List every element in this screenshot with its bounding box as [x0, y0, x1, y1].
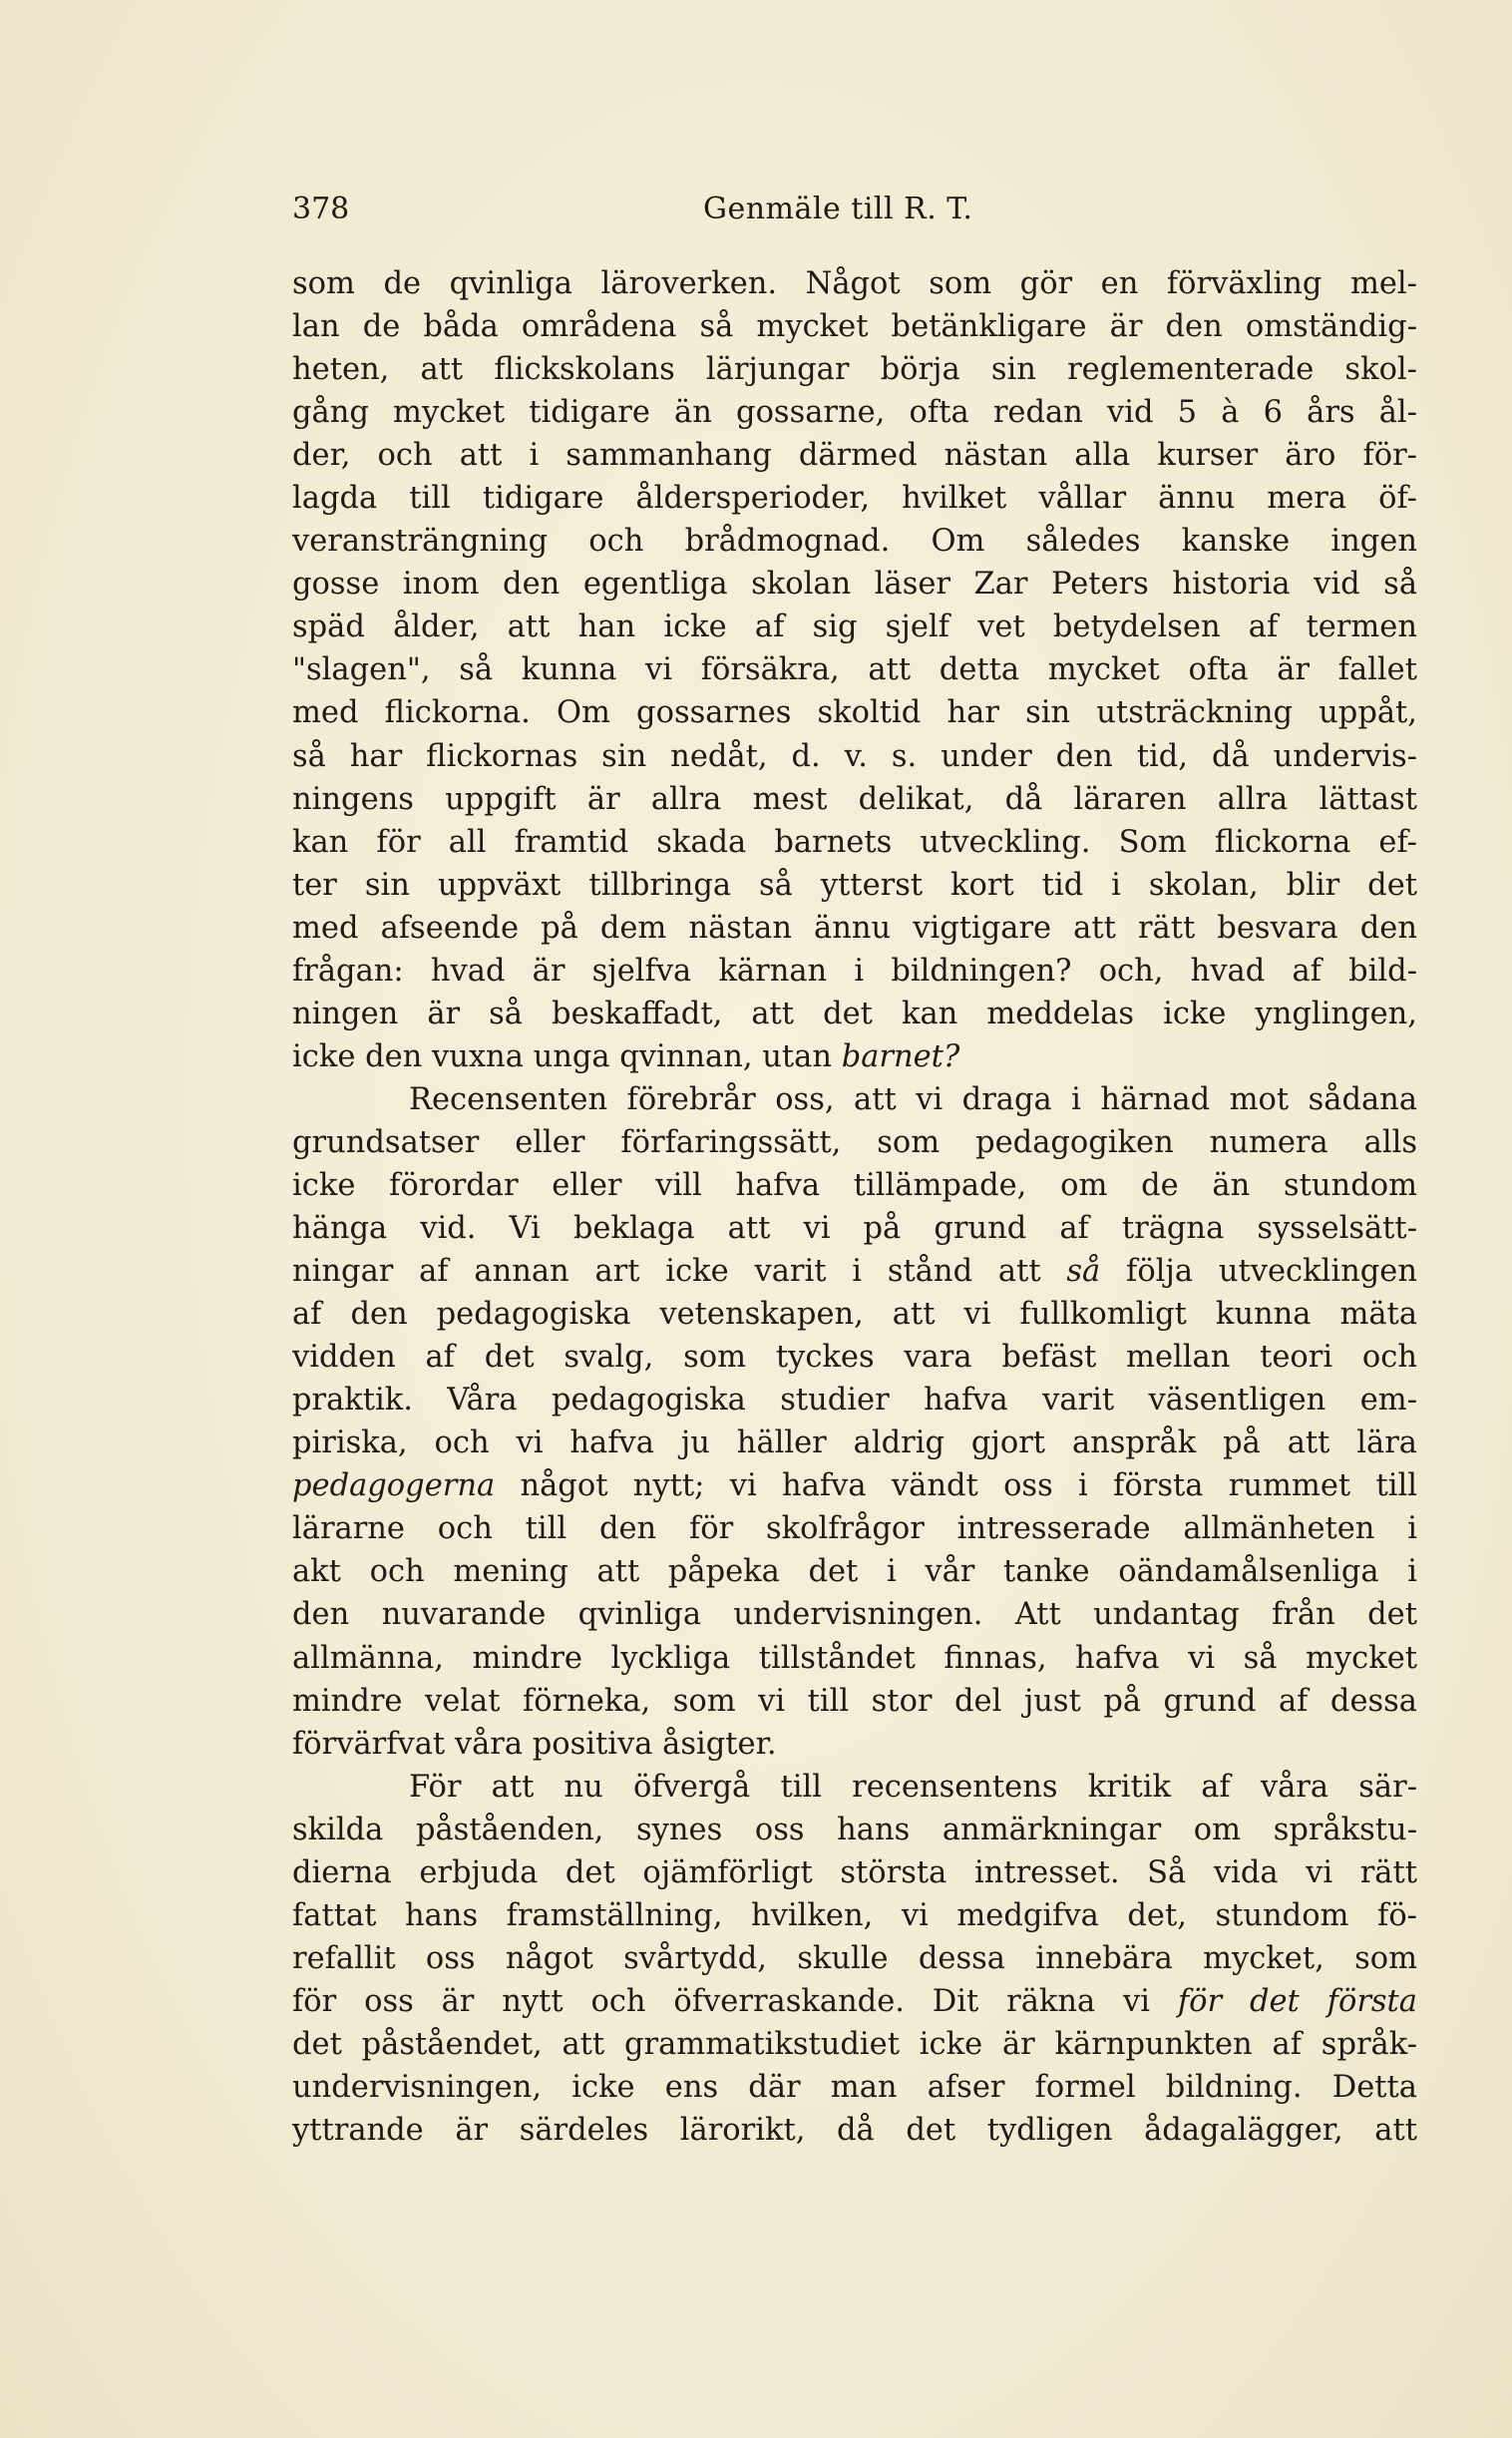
italic-text: pedagogerna [292, 1468, 496, 1504]
text-run: der, och att i sammanhang därmed nästan alla kurser äro för- [292, 438, 1417, 474]
header-gap [292, 239, 1417, 262]
text-run: den nuvarande qvinliga undervisningen. Att undantag från det [292, 1597, 1417, 1633]
text-line [292, 1723, 1417, 1766]
italic-text: för det första [1177, 1983, 1417, 2019]
text-line [292, 1766, 1417, 1809]
text-run: som de qvinliga läroverken. Något som gör en förväxling mel- [292, 266, 1417, 301]
text-run: vidden af det svalg, som tyckes vara befäst mellan teori och [292, 1340, 1417, 1376]
text-line [292, 391, 1417, 434]
text-run: lärarne och till den för skolfrågor intresserade allmänheten i [292, 1511, 1417, 1547]
text-line [292, 1250, 1417, 1293]
text-run: grundsatser eller förfaringssätt, som pedagogiken numera alls [292, 1124, 1417, 1160]
text-line [292, 778, 1417, 821]
text-line [292, 2023, 1417, 2066]
page-text-block [292, 192, 1417, 2152]
text-line [292, 1680, 1417, 1723]
text-line [292, 691, 1417, 734]
text-line [292, 1507, 1417, 1550]
text-line [292, 606, 1417, 648]
text-run: Recensenten förebrår oss, att vi draga i härnad mot sådana [409, 1081, 1417, 1117]
text-line [292, 1293, 1417, 1336]
text-line [292, 2066, 1417, 2109]
text-line [292, 1550, 1417, 1593]
text-run: veransträngning och brådmognad. Om således kanske ingen [292, 524, 1417, 560]
text-line [292, 950, 1417, 993]
text-line [292, 1078, 1417, 1121]
text-run: ningar af annan art icke varit i stånd att [292, 1254, 1067, 1290]
text-line [292, 2109, 1417, 2152]
text-run: ningen är så beskaffadt, att det kan meddelas icke ynglingen, [292, 996, 1417, 1031]
page-number: 378 [292, 192, 350, 226]
text-run: förvärfvat våra positiva åsigter. [292, 1726, 777, 1762]
text-run: af den pedagogiska vetenskapen, att vi fullkomligt kunna mäta [292, 1297, 1417, 1333]
text-run: gosse inom den egentliga skolan läser Zar Peters historia vid så [292, 567, 1417, 603]
text-run: lagda till tidigare åldersperioder, hvilket vållar ännu mera öf- [292, 481, 1417, 517]
text-line [292, 821, 1417, 864]
text-run: för oss är nytt och öfverraskande. Dit räkna vi [292, 1983, 1178, 2019]
text-run: det påståendet, att grammatikstudiet icke är kärnpunkten af språk- [292, 2026, 1417, 2062]
text-line [292, 1422, 1417, 1464]
body-text [292, 262, 1417, 2152]
text-line [292, 907, 1417, 950]
text-line [292, 1809, 1417, 1851]
text-run: späd ålder, att han icke af sig sjelf vet betydelsen af termen [292, 610, 1417, 645]
text-line [292, 993, 1417, 1035]
text-run: icke förordar eller vill hafva tillämpade, om de än stundom [292, 1167, 1417, 1203]
text-run: heten, att flickskolans lärjungar börja sin reglementerade skol- [292, 352, 1417, 388]
text-run: frågan: hvad är sjelfva kärnan i bildningen? och, hvad af bild- [292, 953, 1417, 989]
text-line [292, 1593, 1417, 1636]
text-run: ter sin uppväxt tillbringa så ytterst kort tid i skolan, blir det [292, 867, 1417, 903]
text-run: piriska, och vi hafva ju häller aldrig gjort anspråk på att lära [292, 1425, 1417, 1461]
text-run: ningens uppgift är allra mest delikat, då läraren allra lättast [292, 781, 1417, 817]
text-run: något nytt; vi hafva vändt oss i första rummet till [495, 1468, 1417, 1504]
text-run: refallit oss något svårtydd, skulle dessa innebära mycket, som [292, 1940, 1417, 1976]
text-line [292, 1637, 1417, 1680]
text-run: med afseende på dem nästan ännu vigtigare att rätt besvara den [292, 910, 1417, 946]
text-run: icke den vuxna unga qvinnan, utan [292, 1038, 842, 1074]
text-line [292, 1937, 1417, 1980]
italic-text: barnet? [841, 1038, 960, 1074]
text-run: följa utvecklingen [1100, 1254, 1417, 1290]
text-run: kan för all framtid skada barnets utveckling. Som flickorna ef- [292, 824, 1417, 860]
text-line [292, 1379, 1417, 1422]
text-run: gång mycket tidigare än gossarne, ofta redan vid 5 à 6 års ål- [292, 395, 1417, 431]
text-run: så har flickornas sin nedåt, d. v. s. under den tid, då undervis- [292, 738, 1417, 774]
text-run: fattat hans framställning, hvilken, vi medgifva det, stundom fö- [292, 1897, 1417, 1933]
text-line [292, 1121, 1417, 1164]
text-line [292, 262, 1417, 305]
text-line [292, 864, 1417, 907]
text-line [292, 434, 1417, 477]
text-run: allmänna, mindre lyckliga tillståndet finnas, hafva vi så mycket [292, 1640, 1417, 1676]
text-run: lan de båda områdena så mycket betänkligare är den omständig- [292, 309, 1417, 345]
text-run: För att nu öfvergå till recensentens kritik af våra sär- [409, 1769, 1417, 1805]
running-title: Genmäle till R. T. [703, 192, 973, 226]
italic-text: så [1066, 1254, 1101, 1290]
text-run: akt och mening att påpeka det i vår tanke oändamålsenliga i [292, 1554, 1417, 1590]
text-line [292, 648, 1417, 691]
text-run: mindre velat förneka, som vi till stor del just på grund af dessa [292, 1683, 1417, 1719]
text-line [292, 1336, 1417, 1379]
text-run: "slagen", så kunna vi försäkra, att detta mycket ofta är fallet [292, 652, 1417, 688]
text-line [292, 477, 1417, 520]
text-line [292, 1207, 1417, 1250]
text-run: hänga vid. Vi beklaga att vi på grund af trägna sysselsätt- [292, 1211, 1417, 1247]
text-run: undervisningen, icke ens där man afser formel bildning. Detta [292, 2069, 1417, 2105]
text-run: med flickorna. Om gossarnes skoltid har sin utsträckning uppåt, [292, 695, 1417, 731]
text-run: skilda påståenden, synes oss hans anmärkningar om språkstu- [292, 1812, 1417, 1847]
text-line [292, 305, 1417, 348]
text-line [292, 735, 1417, 778]
text-line [292, 1464, 1417, 1507]
text-run: dierna erbjuda det ojämförligt största intresset. Så vida vi rätt [292, 1854, 1417, 1890]
text-line [292, 1035, 1417, 1078]
text-line [292, 348, 1417, 391]
running-head [292, 192, 1417, 239]
text-run: praktik. Våra pedagogiska studier hafva varit väsentligen em- [292, 1383, 1417, 1419]
text-line [292, 1164, 1417, 1207]
text-line [292, 1894, 1417, 1937]
text-run: yttrande är särdeles lärorikt, då det tydligen ådagalägger, att [292, 2113, 1417, 2149]
text-line [292, 1980, 1417, 2023]
text-line [292, 520, 1417, 563]
text-line [292, 1851, 1417, 1894]
text-line [292, 563, 1417, 606]
